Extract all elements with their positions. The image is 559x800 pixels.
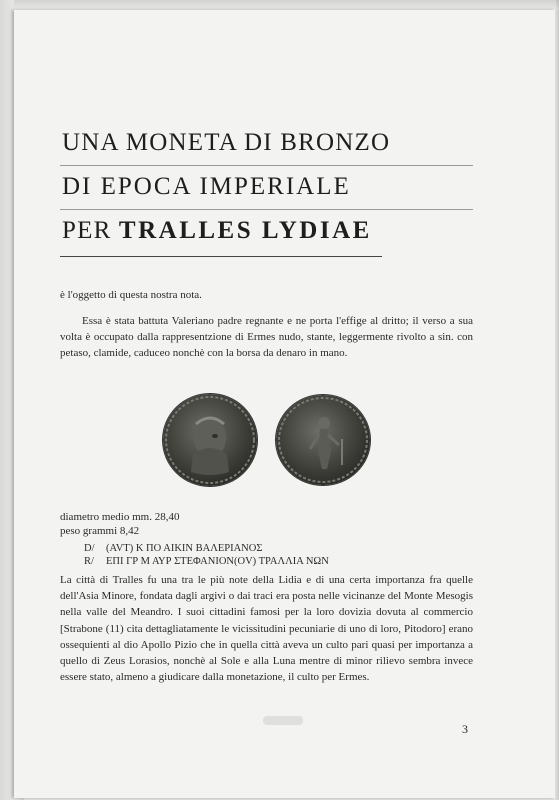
title-line-1: UNA MONETA DI BRONZO [62,129,391,156]
intro-text: è l'oggetto di questa nostra nota. [60,289,202,301]
weight-text: peso grammi 8,42 [60,525,140,537]
page-number: 3 [462,722,468,736]
obverse-legend [84,542,262,556]
obverse-legend-text: (AVT) K ΠΟ ΑΙΚΙΝ ΒΑΛΕΡΙΑΝΟΣ [106,543,263,554]
title-underline [60,256,382,257]
obverse-legend-label: D/ [84,543,95,554]
title-line-3 [62,217,372,245]
paragraph-1: Essa è stata battuta Valeriano padre regnante e ne porta l'effige al dritto; il verso a sua volta è occupato dalla rappresentzione di Ermes nudo, stante, leggermente rivolto a sin. con petaso, clamide, caduceo nonchè con la borsa da denaro in mano. [60,315,473,359]
ink-smudge [263,716,303,725]
title-line-3-prefix: PER [62,217,119,244]
coin-obverse-icon [163,394,257,486]
paragraph-2: La città di Tralles fu una tra le più note della Lidia e di una certa importanza fra quelle dell'Asia Minore, fondata dagli argivi o dai traci era posta nelle vicinanze del Monte Mesogis nella valle del Meandro. I suoi cittadini famosi per la loro dovizia dovuta al commercio [Strabone (11) cita dettagliatamente le vicissitudini pecuniarie di uno di loro, Pitodoro] erano ossequienti al dio Apollo Pizio che in quella città aveva un culto pari quasi per importanza a quello di Zeus Lorasios, nonchè al Sole e alla Luna mentre di minor rilievo sembra invece essere stato, almeno a giudicare dalla monetazione, il culto per Ermes. [60,574,473,684]
title-line-2: DI EPOCA IMPERIALE [62,173,351,200]
reverse-legend-label: R/ [84,556,94,567]
reverse-legend-text: ΕΠΙ ΓΡ Μ ΑΥΡ ΣΤΕΦΑΝΙΟΝ(ΟV) ΤΡΑΛΛΙΑ ΝΩΝ [106,556,329,567]
reverse-legend [84,555,329,569]
right-edge-shadow [555,0,559,800]
top-page-edge [14,0,559,10]
diameter-text: diametro medio mm. 28,40 [60,511,180,523]
title-rule-2 [60,209,473,210]
coin-reverse-icon [276,395,370,485]
title-rule-1 [60,165,473,166]
title-line-3-bold: TRALLES LYDIAE [118,217,372,244]
coin-specs [60,510,360,538]
